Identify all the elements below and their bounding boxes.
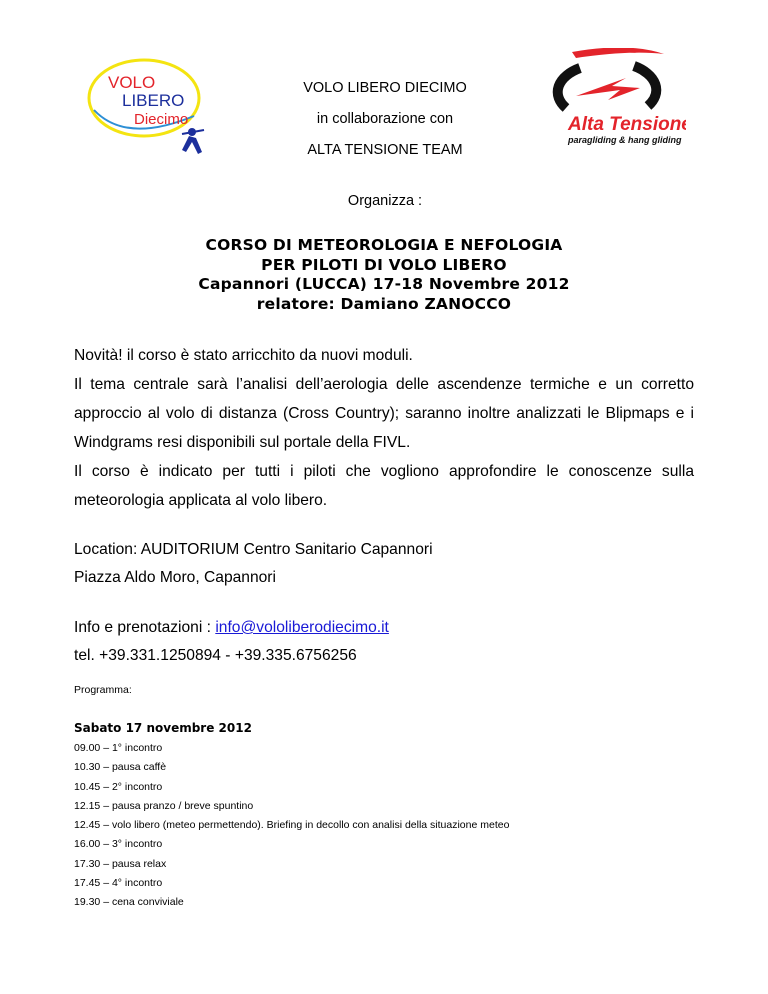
volo-libero-diecimo-logo (86, 46, 216, 166)
program-label: Programma: (74, 684, 132, 696)
logo-text-volo: VOLO (108, 73, 156, 92)
phone-line: tel. +39.331.1250894 - +39.335.6756256 (74, 647, 357, 664)
paraglider-arrow-icon (558, 48, 664, 108)
description-p2: Il tema centrale sarà l’analisi dell’aerologia delle ascendenze termiche e un corretto approccio al volo di distanza (Cross Country); saranno inoltre analizzati le Blipmaps e i Windgrams resi disponibili sul portale della FIVL. (74, 376, 694, 451)
partner-name: ALTA TENSIONE TEAM (307, 142, 463, 158)
info-line (74, 619, 389, 637)
course-title-line1: CORSO DI METEOROLOGIA E NEFOLOGIA (205, 236, 563, 254)
schedule-item: 09.00 – 1° incontro (74, 742, 163, 754)
logo-text-libero: LIBERO (122, 91, 185, 110)
hang-glider-pilot-icon (182, 128, 204, 154)
logo-text-diecimo: Diecimo (134, 111, 189, 128)
location-line2: Piazza Aldo Moro, Capannori (74, 569, 276, 586)
description-p3: Il corso è indicato per tutti i piloti che vogliono approfondire le conoscenze sulla meteorologia applicata al volo libero. (74, 463, 694, 509)
alta-tensione-tagline: paragliding & hang gliding (568, 135, 682, 145)
location-line1: Location: AUDITORIUM Centro Sanitario Capannori (74, 541, 433, 558)
course-title-line2: PER PILOTI DI VOLO LIBERO (261, 255, 507, 274)
collab-text: in collaborazione con (316, 111, 454, 127)
schedule-item: 10.30 – pausa caffè (74, 761, 167, 774)
course-date-location: Capannori (LUCCA) 17-18 Novembre 2012 (198, 275, 570, 293)
schedule-item: 17.45 – 4° incontro (74, 877, 163, 890)
description-p1: Novità! il corso è stato arricchito da nuovi moduli. (74, 347, 413, 364)
program-schedule (74, 739, 694, 913)
alta-tensione-logo (536, 48, 686, 152)
schedule-item: 12.45 – volo libero (meteo permettendo). Briefing in decollo con analisi della situazione meteo (74, 819, 510, 832)
course-title-block (74, 236, 694, 314)
email-link[interactable]: info@vololiberodiecimo.it (215, 619, 389, 636)
schedule-item: 10.45 – 2° incontro (74, 780, 163, 793)
schedule-item: 16.00 – 3° incontro (74, 838, 163, 851)
organizes-label: Organizza : (347, 193, 423, 209)
course-speaker: relatore: Damiano ZANOCCO (256, 294, 512, 313)
schedule-item: 17.30 – pausa relax (74, 857, 167, 870)
schedule-item: 12.15 – pausa pranzo / breve spuntino (74, 799, 254, 812)
schedule-item: 19.30 – cena conviviale (74, 896, 184, 909)
program-day-heading: Sabato 17 novembre 2012 (74, 721, 252, 735)
description (74, 341, 694, 515)
alta-tensione-brand: Alta Tensione (568, 114, 686, 135)
org-name: VOLO LIBERO DIECIMO (303, 80, 467, 96)
info-label: Info e prenotazioni : (74, 619, 216, 636)
